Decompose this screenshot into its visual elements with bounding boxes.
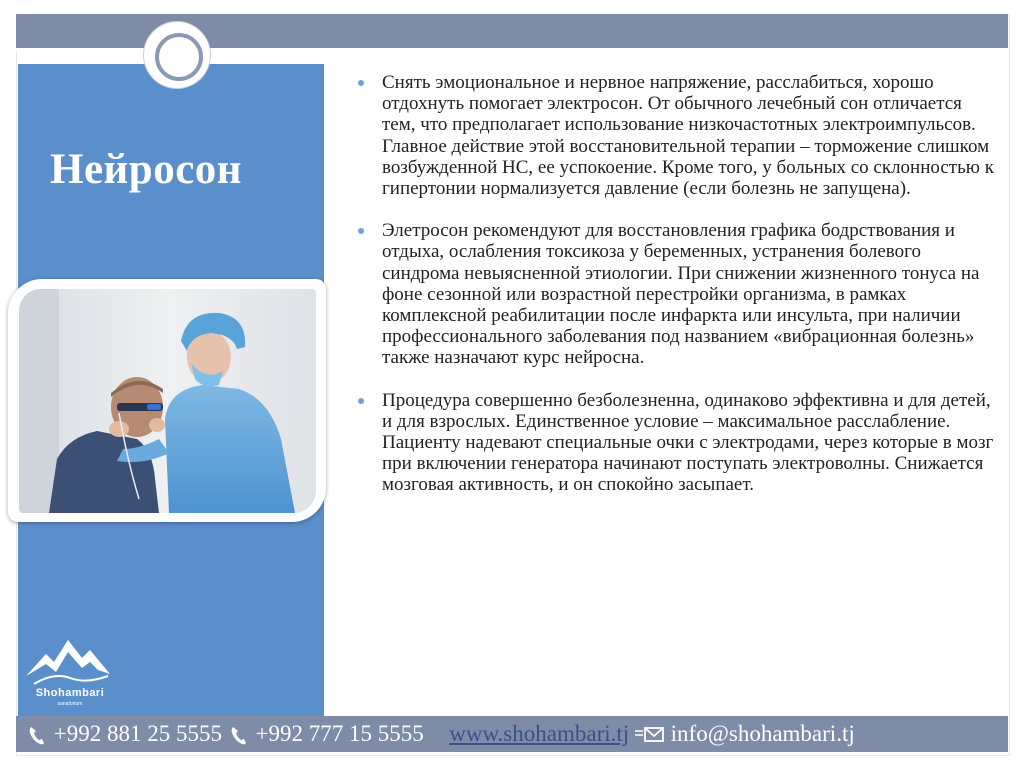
photo-frame bbox=[8, 279, 326, 522]
list-item: Элетросон рекомендуют для восстановления графика бодрствования и отдыха, ослабления токсикоза у беременных, устранения болевого синдрома невыясненной этиологии. При снижении жизненного тонуса на фоне сезонной или возрастной перестройки организма, в рамках комплексной реабилитации после инфаркта или инсульта, при наличии профессионального заболевания под названием «вибрационная болезнь» также назначают курс нейросна. bbox=[356, 220, 996, 368]
phone-number-2[interactable]: +992 777 15 5555 bbox=[255, 721, 424, 746]
sanatorium-logo bbox=[24, 632, 116, 710]
decorative-ring-icon bbox=[144, 22, 210, 88]
procedure-photo bbox=[19, 289, 316, 513]
logo-name: Shohambari bbox=[35, 687, 105, 699]
contact-footer bbox=[16, 716, 1008, 752]
logo-subtitle: sanatorium bbox=[57, 701, 83, 707]
list-item: Процедура совершенно безболезненна, одинаково эффективна и для детей, и для взрослых. Единственное условие – максимальное расслабление. Пациенту надевают специальные очки с электродами, через которые в мозг при включении генератора начинают поступать электроволны. Снижается мозговая активность, и он спокойно засыпает. bbox=[356, 390, 996, 496]
list-item: Снять эмоциональное и нервное напряжение, расслабиться, хорошо отдохнуть помогает электросон. От обычного лечебный сон отличается тем, что предполагает использование низкочастотных электроимпульсов. Главное действие этой восстановительной терапии – торможение слишком возбужденной НС, ее успокоение. Кроме того, у больных со склонностью к гипертонии нормализуется давление (если болезнь не запущена). bbox=[356, 72, 996, 199]
phone-icon bbox=[228, 717, 250, 751]
phone-number-1[interactable]: +992 881 25 5555 bbox=[53, 721, 222, 746]
website-link[interactable]: www.shohambari.tj bbox=[449, 721, 630, 746]
email-icon bbox=[635, 717, 665, 751]
mountain-logo-icon bbox=[24, 632, 116, 688]
email-address[interactable]: info@shohambari.tj bbox=[670, 721, 855, 746]
phone-icon bbox=[26, 717, 48, 751]
content-list bbox=[356, 72, 996, 517]
slide-title: Нейросон bbox=[50, 146, 243, 193]
